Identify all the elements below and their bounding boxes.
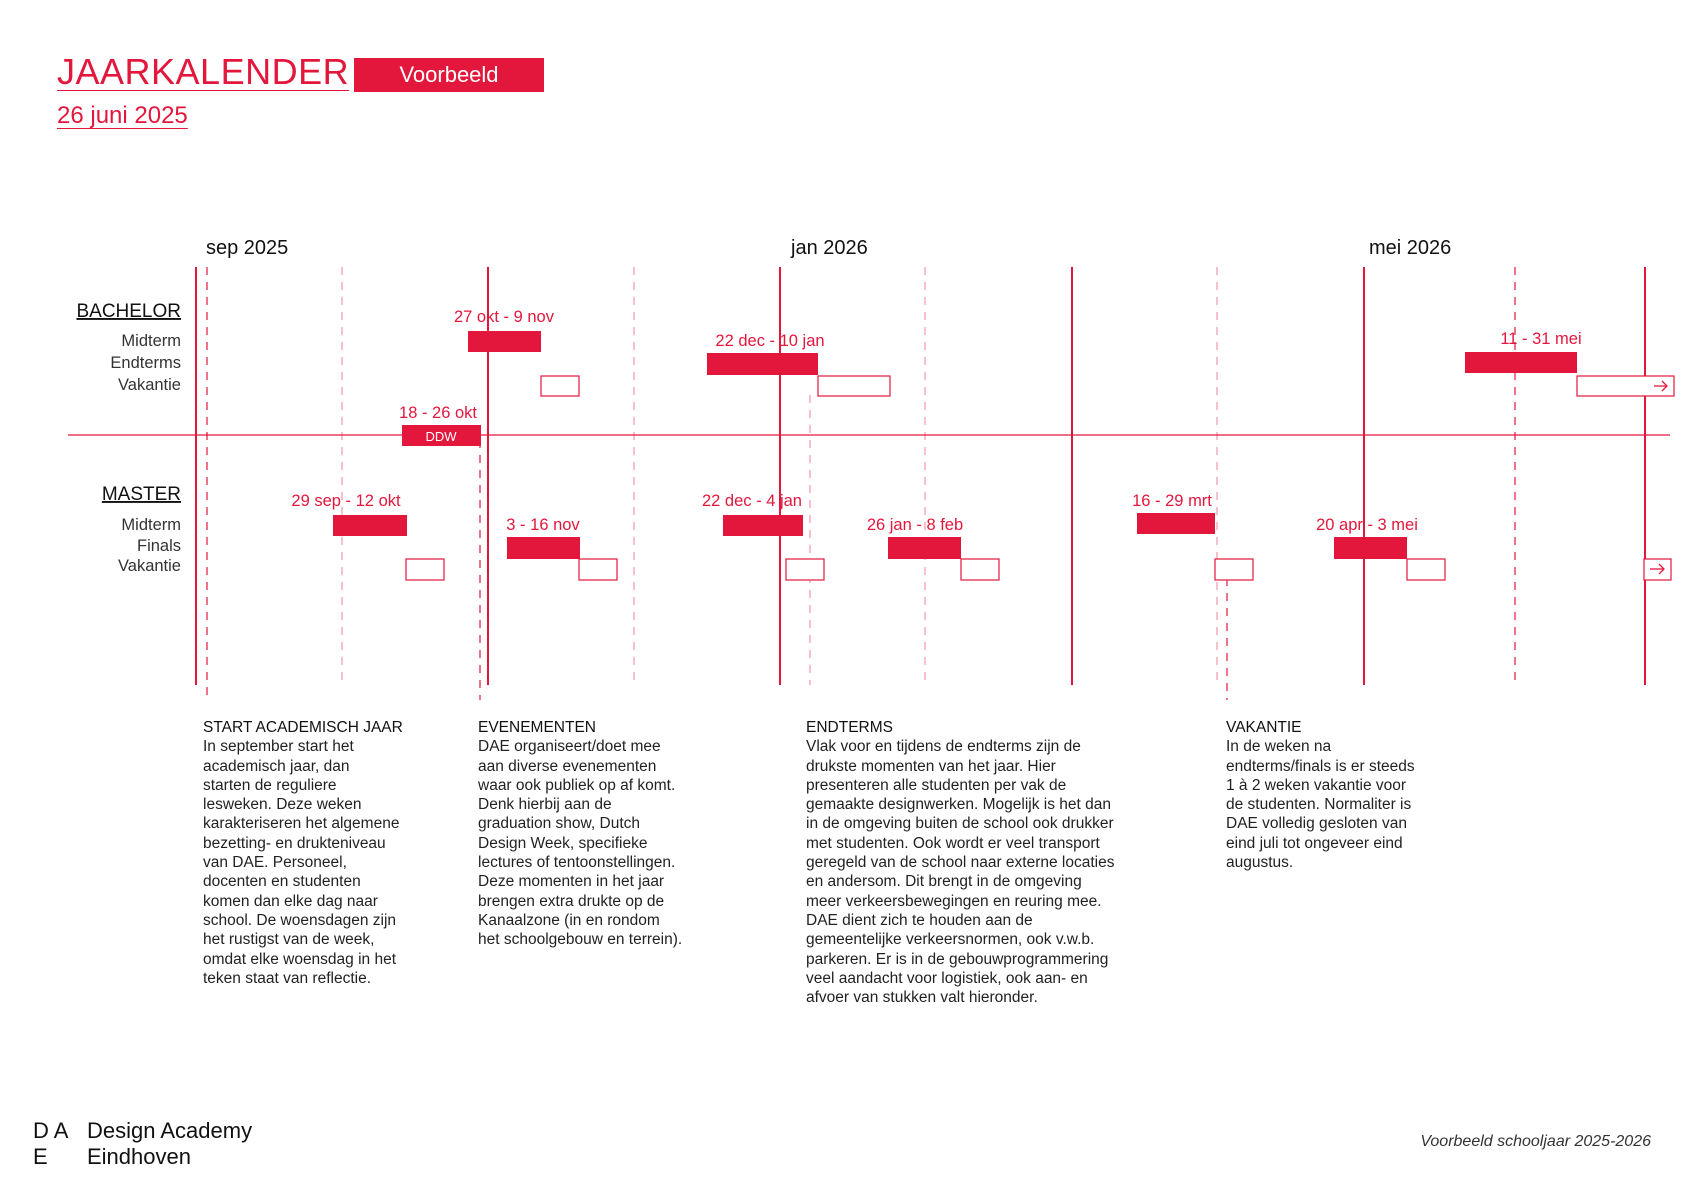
master-vakantie-box — [1407, 559, 1445, 580]
description-body — [203, 737, 443, 988]
description-line: met studenten. Ook wordt er veel transport — [806, 834, 1100, 852]
description-title: VAKANTIE — [1226, 719, 1302, 736]
bachelor-endterms-bar — [707, 353, 818, 375]
event-date-label: 20 apr - 3 mei — [1316, 516, 1418, 534]
row-label: Vakantie — [118, 376, 181, 394]
description-line: endterms/finals is er steeds — [1226, 757, 1415, 775]
description-line: Vlak voor en tijdens de endterms zijn de — [806, 738, 1081, 756]
bachelor-vakantie-box — [541, 376, 579, 396]
description-line: geregeld van de school naar externe locaties — [806, 854, 1115, 872]
description-line: waar ook publiek op af komt. — [478, 776, 676, 794]
row-label: Finals — [136, 537, 181, 555]
description-line: DAE dient zich te houden aan de — [806, 911, 1033, 929]
master-midterm-bar — [333, 515, 407, 536]
description-line: DAE volledig gesloten van — [1226, 815, 1407, 833]
event-date-label: 27 okt - 9 nov — [454, 308, 554, 326]
description-line: het schoolgebouw en terrein). — [478, 931, 683, 949]
description-line: academisch jaar, dan — [203, 757, 350, 775]
description-line: omdat elke woensdag in het — [203, 950, 397, 968]
description-line: komen dan elke dag naar — [203, 892, 378, 910]
bachelor-endterms-bar — [1465, 352, 1577, 373]
description-line: karakteriseren het algemene — [203, 815, 400, 833]
master-vakantie-box — [406, 559, 444, 580]
description-line: lectures of tentoonstellingen. — [478, 854, 676, 872]
logo-mark-line: E — [33, 1144, 48, 1169]
description-line: afvoer van stukken valt hieronder. — [806, 989, 1038, 1007]
description-body — [806, 737, 1166, 1007]
description-line: in de omgeving buiten de school ook drukker — [806, 815, 1114, 833]
description-line: In september start het — [203, 738, 354, 756]
bachelor-label: BACHELOR — [76, 301, 181, 322]
description-evenementen — [478, 718, 718, 950]
description-line: het rustigst van de week, — [203, 931, 375, 949]
description-line: drukste momenten van het jaar. Hier — [806, 757, 1056, 775]
description-line: gemaakte designwerken. Mogelijk is het dan — [806, 796, 1112, 814]
description-line: school. De woensdagen zijn — [203, 911, 397, 929]
description-line: In de weken na — [1226, 738, 1332, 756]
master-vakantie-box — [1215, 559, 1253, 580]
description-line: docenten en studenten — [203, 873, 361, 891]
row-label: Vakantie — [118, 557, 181, 575]
description-line: augustus. — [1226, 854, 1294, 872]
row-label: Endterms — [110, 354, 181, 372]
description-title: EVENEMENTEN — [478, 719, 596, 736]
description-line: brengen extra drukte op de — [478, 892, 665, 910]
description-line: veel aandacht voor logistiek, ook aan- en — [806, 969, 1088, 987]
row-label: Midterm — [121, 516, 181, 534]
description-line: parkeren. Er is in de gebouwprogrammering — [806, 950, 1109, 968]
description-endterms — [806, 718, 1166, 1007]
master-vakantie-box — [786, 559, 824, 580]
page-date: 26 juni 2025 — [57, 102, 188, 129]
description-line: Deze momenten in het jaar — [478, 873, 665, 891]
description-line: Kanaalzone (in en rondom — [478, 911, 660, 929]
month-label: mei 2026 — [1369, 237, 1452, 259]
month-label: jan 2026 — [791, 237, 868, 259]
description-line: lesweken. Deze weken — [203, 796, 362, 814]
description-line: Design Week, specifieke — [478, 834, 648, 852]
description-line: aan diverse evenementen — [478, 757, 657, 775]
event-date-label: 26 jan - 8 feb — [866, 516, 964, 534]
ddw-date-label: 18 - 26 okt — [399, 404, 477, 422]
bachelor-midterm-bar — [468, 331, 541, 352]
page-title: JAARKALENDER — [57, 51, 350, 92]
master-vakantie-box — [579, 559, 617, 580]
master-finals-bar — [888, 537, 961, 559]
description-line: teken staat van reflectie. — [203, 969, 372, 987]
description-line: de studenten. Normaliter is — [1226, 796, 1412, 814]
description-line: van DAE. Personeel, — [203, 854, 347, 872]
description-line: starten de reguliere — [203, 776, 337, 794]
description-line: graduation show, Dutch — [478, 815, 640, 833]
description-title: START ACADEMISCH JAAR — [203, 719, 403, 736]
example-badge: Voorbeeld — [354, 58, 544, 92]
event-date-label: 22 dec - 4 jan — [702, 492, 802, 510]
row-label: Midterm — [121, 332, 181, 350]
description-line: Denk hierbij aan de — [478, 796, 612, 814]
event-date-label: 16 - 29 mrt — [1132, 492, 1212, 510]
description-line: eind juli tot ongeveer eind — [1226, 834, 1403, 852]
footer-caption: Voorbeeld schooljaar 2025-2026 — [1420, 1133, 1651, 1150]
description-line: meer verkeersbewegingen en reuring mee. — [806, 892, 1102, 910]
event-date-label: 29 sep - 12 okt — [291, 492, 401, 510]
event-date-label: 11 - 31 mei — [1500, 330, 1582, 348]
description-line: en andersom. Dit brengt in de omgeving — [806, 873, 1082, 891]
month-label: sep 2025 — [206, 237, 289, 259]
event-date-label: 3 - 16 nov — [506, 516, 580, 534]
master-midterm-bar — [723, 515, 803, 536]
description-line: gemeentelijke verkeersnormen, ook v.w.b. — [806, 931, 1095, 949]
ddw-label: DDW — [425, 429, 457, 444]
description-start-academisch-jaar — [203, 718, 443, 988]
description-vakantie — [1226, 718, 1466, 872]
description-line: DAE organiseert/doet mee — [478, 738, 661, 756]
description-body — [1226, 737, 1466, 872]
description-body — [478, 737, 718, 949]
event-date-label: 22 dec - 10 jan — [715, 332, 825, 350]
master-label: MASTER — [101, 484, 181, 505]
bachelor-vakantie-box — [818, 376, 890, 396]
master-midterm-bar — [1137, 513, 1215, 534]
master-vakantie-box — [961, 559, 999, 580]
logo-name-line: Design Academy — [87, 1118, 253, 1143]
description-line: bezetting- en drukteniveau — [203, 834, 386, 852]
master-finals-bar — [507, 537, 580, 559]
logo-mark-line: D A — [33, 1118, 69, 1143]
description-line: 1 à 2 weken vakantie voor — [1226, 776, 1407, 794]
logo-name-line: Eindhoven — [87, 1144, 191, 1169]
master-finals-bar — [1334, 537, 1407, 559]
description-line: presenteren alle studenten per vak de — [806, 776, 1067, 794]
description-title: ENDTERMS — [806, 719, 893, 736]
